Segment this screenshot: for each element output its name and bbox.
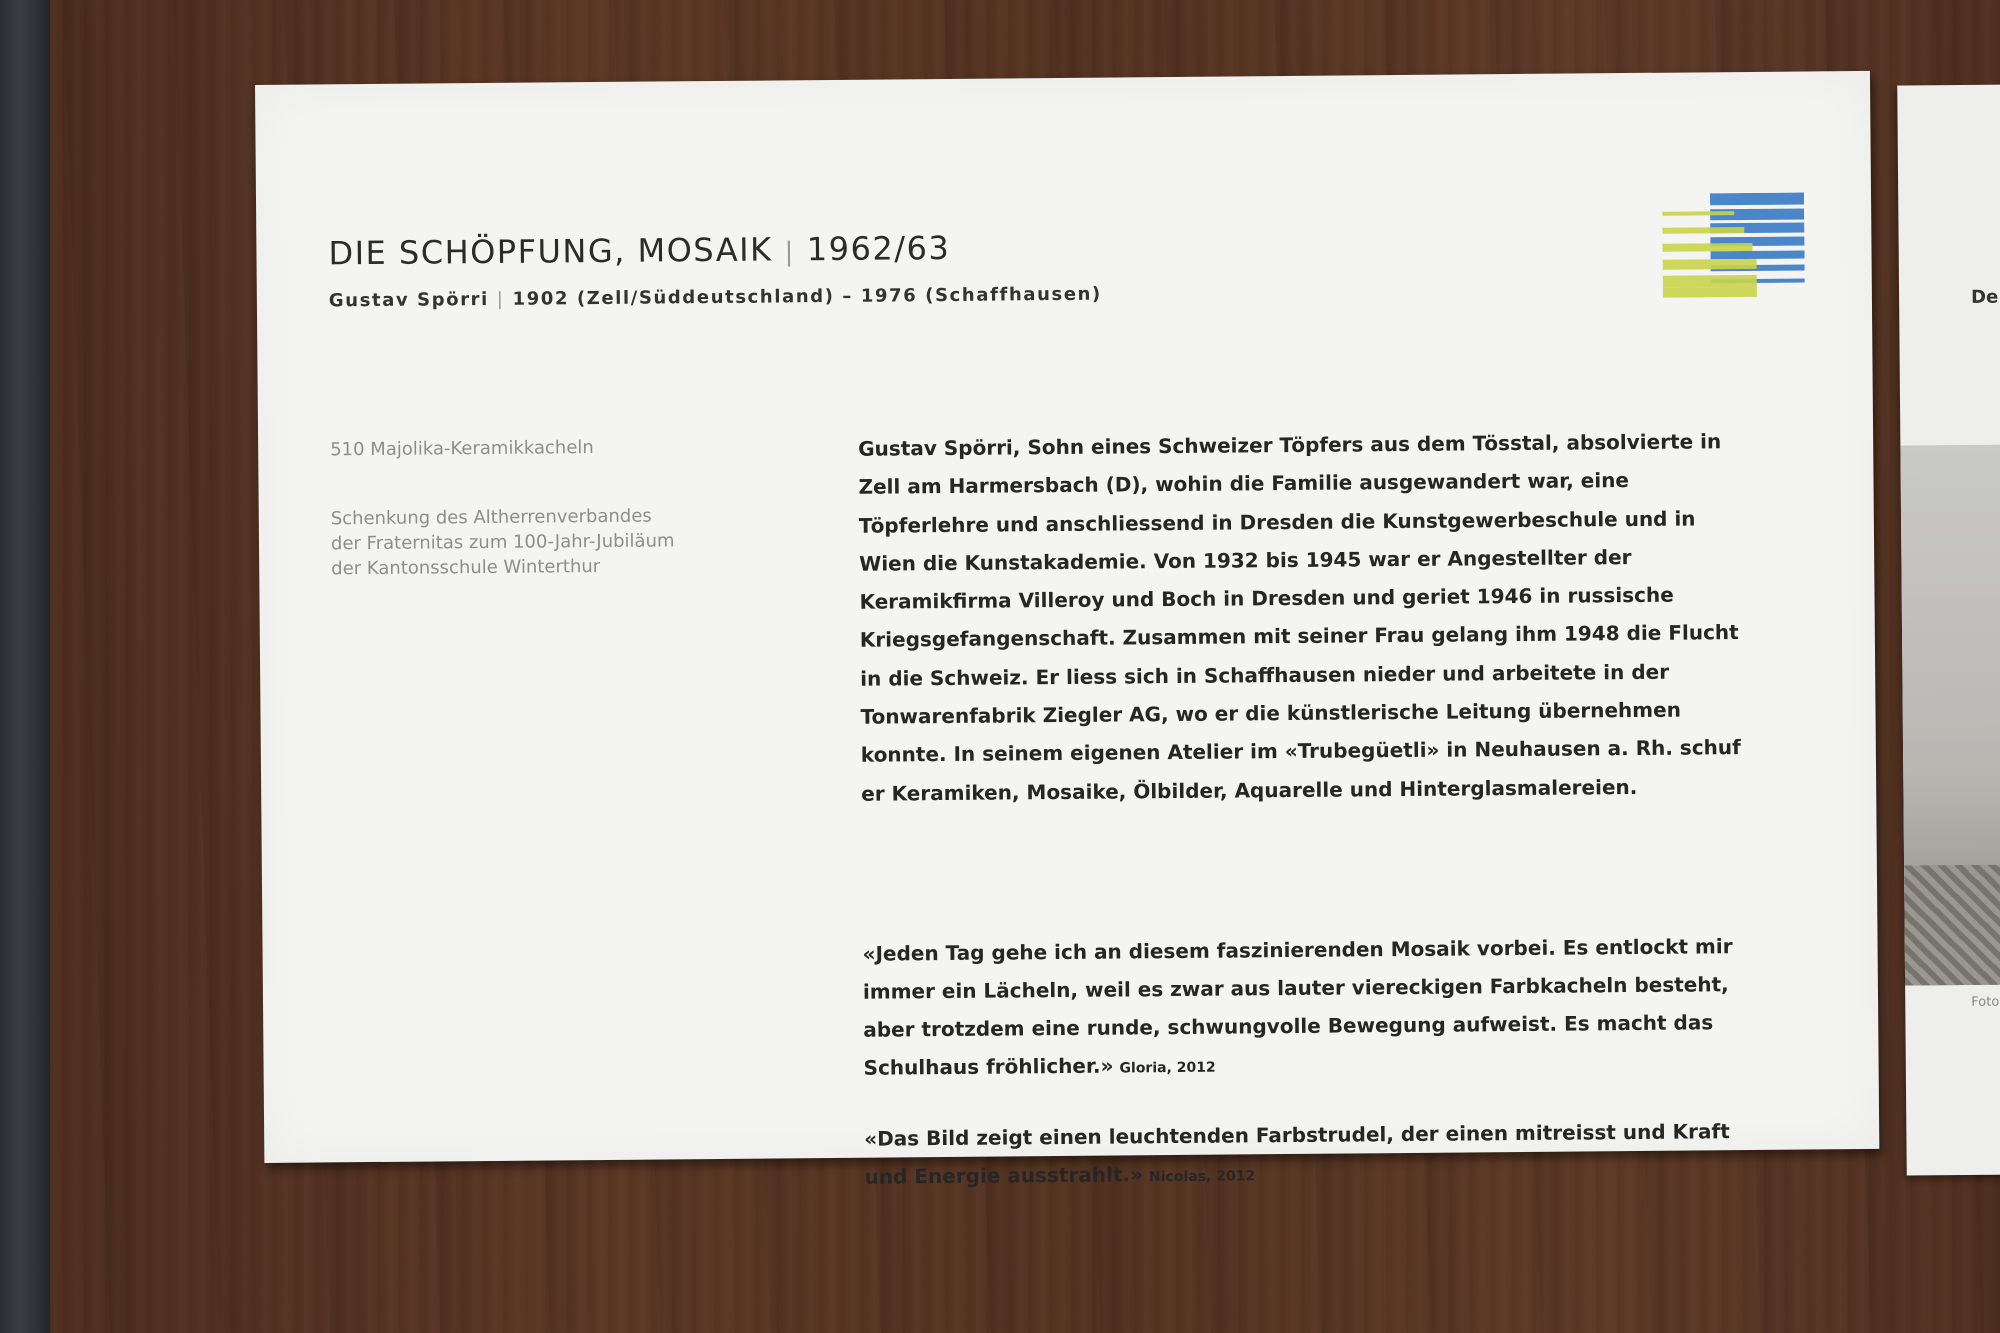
quote-text: «Das Bild zeigt einen leuchtenden Farbstrudel, der einen mitreisst und Kraft und Energie ausstrahlt.» bbox=[864, 1119, 1730, 1189]
neighbor-caption-fragment: Foto bbox=[1971, 994, 2000, 1010]
neighboring-placard bbox=[1897, 84, 2000, 1175]
logo-yellow-stripe bbox=[1662, 243, 1752, 252]
quote-author: Nicolas, 2012 bbox=[1148, 1168, 1256, 1186]
provenance-line: Schenkung des Altherrenverbandes bbox=[330, 505, 652, 530]
wall-frame-edge bbox=[0, 0, 50, 1333]
logo-yellow-stripe bbox=[1662, 211, 1734, 216]
school-logo-icon bbox=[1662, 192, 1805, 297]
artist-name: Gustav Spörri bbox=[328, 288, 489, 312]
logo-yellow-stripe bbox=[1663, 275, 1757, 288]
artwork-material: 510 Majolika-Keramikkacheln bbox=[330, 437, 594, 461]
artist-separator: | bbox=[496, 288, 505, 310]
quote-author: Gloria, 2012 bbox=[1119, 1059, 1216, 1077]
artist-line bbox=[329, 284, 1102, 312]
artwork-provenance bbox=[331, 503, 752, 582]
logo-blue-stripe bbox=[1711, 250, 1805, 259]
artist-biography: Gustav Spörri, Sohn eines Schweizer Töpfers aus dem Tösstal, absolvierte in Zell am Harmersbach (D), wohin die Familie ausgewandert war, eine Töpferlehre und anschliessend in Dresden die Kunstgewerbeschule und in Wien die Kunstakademie. Von 1932 bis 1945 war er Angestellter der Keramikfirma Villeroy und Boch in Dresden und geriet 1946 in russische Kriegsgefangenschaft. Zusammen mit seiner Frau gelang ihm 1948 die Flucht in die Schweiz. Er liess sich in Schaffhausen nieder und arbeitete in der Tonwarenfabrik Ziegler AG, wo er die künstlerische Leitung übernehmen konnte. In seinem eigenen Atelier im «Trubegüetli» in Neuhausen a. Rh. schuf er Keramiken, Mosaike, Ölbilder, Aquarelle und Hinterglasmalereien. bbox=[858, 429, 1741, 806]
quote-item bbox=[862, 927, 1763, 1090]
title-separator: | bbox=[784, 237, 795, 268]
museum-placard bbox=[255, 71, 1879, 1189]
artwork-title bbox=[328, 229, 950, 272]
artist-life-dates: 1902 (Zell/Süddeutschland) – 1976 (Schaffhausen) bbox=[512, 283, 1102, 310]
logo-yellow-stripe bbox=[1662, 227, 1744, 234]
quote-item bbox=[864, 1112, 1765, 1199]
student-quotes bbox=[862, 927, 1765, 1229]
logo-blue-stripes bbox=[1710, 192, 1805, 283]
logo-blue-stripe bbox=[1710, 192, 1804, 205]
logo-yellow-stripe bbox=[1663, 287, 1757, 298]
neighbor-heading-fragment: De bbox=[1971, 286, 1999, 308]
quote-text: «Jeden Tag gehe ich an diesem faszinierenden Mosaik vorbei. Es entlockt mir immer ein Lächeln, weil es zwar aus lauter viereckigen Farbkacheln besteht, aber trotzdem eine runde, schwungvolle Bewegung aufweist. Es macht das Schulhaus fröhlicher.» bbox=[862, 934, 1733, 1080]
neighbor-photo-floor bbox=[1904, 864, 2000, 985]
provenance-line: der Fraternitas zum 100-Jahr-Jubiläum bbox=[330, 530, 675, 555]
artwork-date: 1962/63 bbox=[806, 228, 951, 269]
provenance-line: der Kantonsschule Winterthur bbox=[331, 556, 601, 580]
artwork-details bbox=[330, 434, 751, 582]
logo-yellow-stripe bbox=[1663, 259, 1757, 270]
artwork-title-text: DIE SCHÖPFUNG, MOSAIK bbox=[328, 230, 773, 273]
